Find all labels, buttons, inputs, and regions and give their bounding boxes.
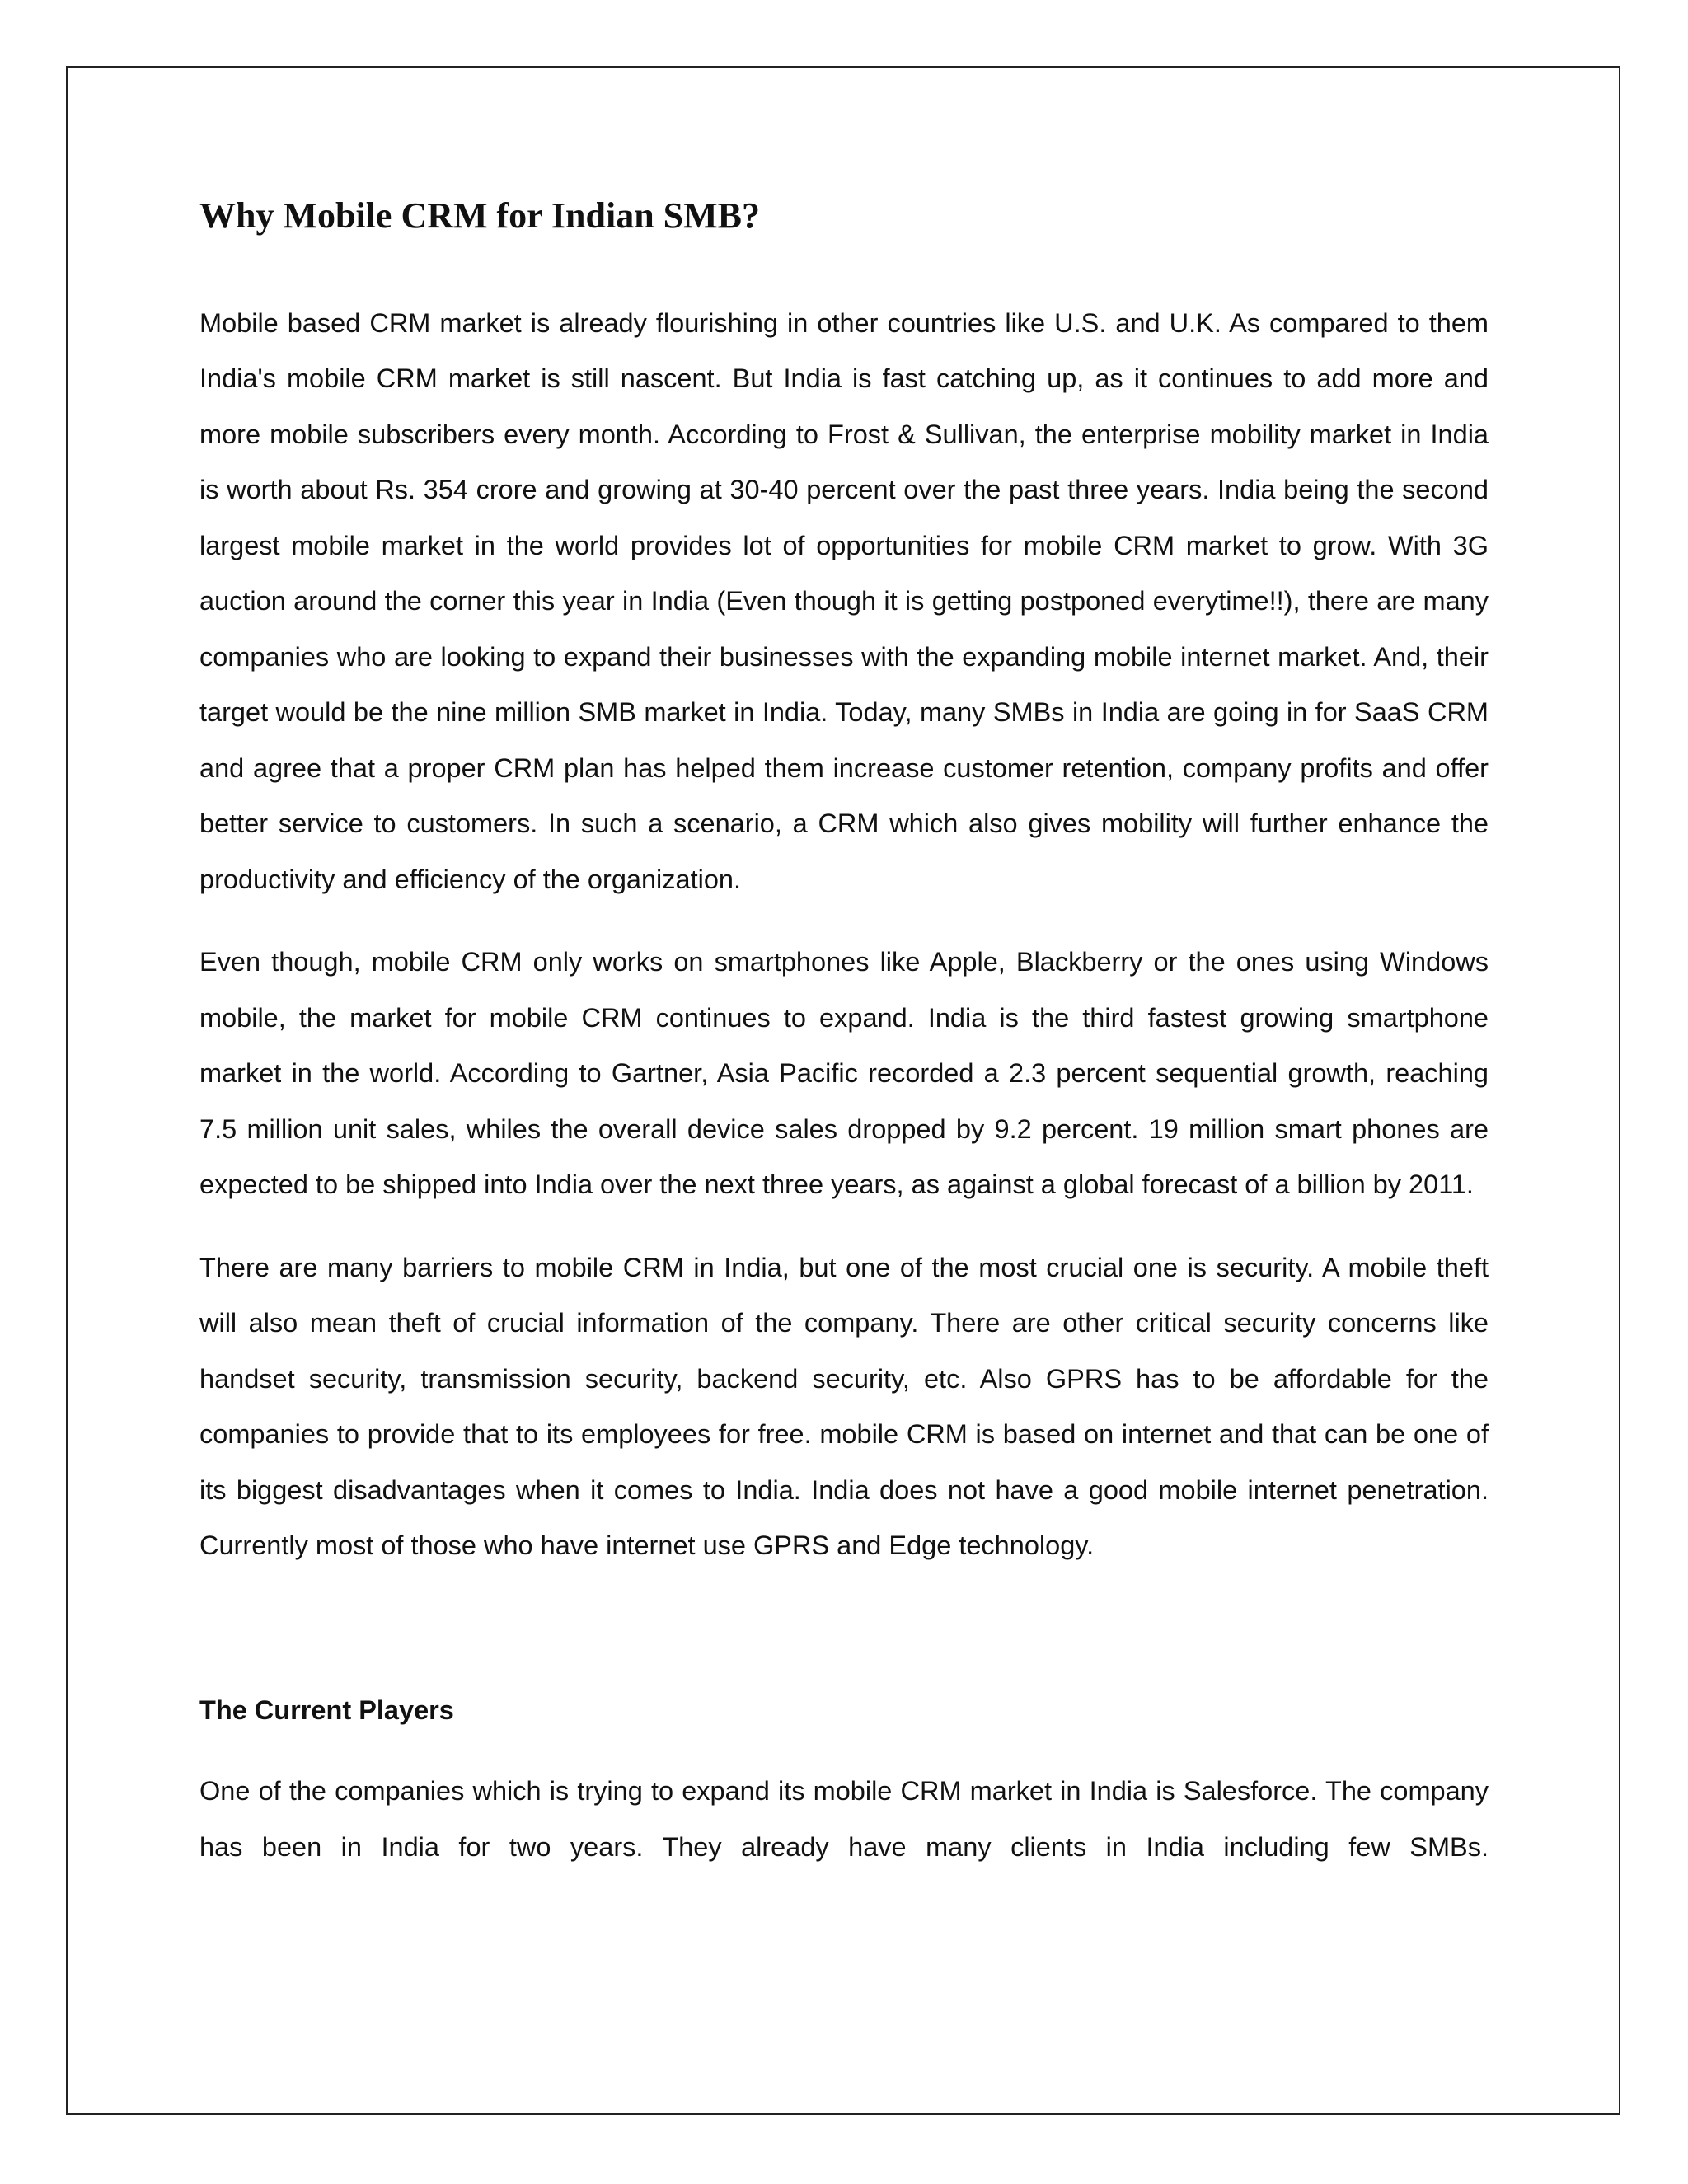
document-body xyxy=(199,194,1489,1902)
paragraph-current-players: One of the companies which is trying to expand its mobile CRM market in India is Salesforce. The company has been in India for two years. They already have many clients in India including few SMBs. xyxy=(199,1776,1489,1862)
paragraph-barriers: There are many barriers to mobile CRM in India, but one of the most crucial one is security. A mobile theft will also mean theft of crucial information of the company. There are other critical security concerns like handset security, transmission security, backend security, etc. Also GPRS has to be affordable for the companies to provide that to its employees for free. mobile CRM is based on internet and that can be one of its biggest disadvantages when it comes to India. India does not have a good mobile internet penetration. Currently most of those who have internet use GPRS and Edge technology. xyxy=(199,1252,1489,1561)
document-title: Why Mobile CRM for Indian SMB? xyxy=(199,195,761,236)
paragraph-market-overview: Mobile based CRM market is already flourishing in other countries like U.S. and U.K. As compared to them India's mobile CRM market is still nascent. But India is fast catching up, as it continues to add more and more mobile subscribers every month. According to Frost & Sullivan, the enterprise mobility market in India is worth about Rs. 354 crore and growing at 30-40 percent over the past three years. India being the second largest mobile market in the world provides lot of opportunities for mobile CRM market to grow. With 3G auction around the corner this year in India (Even though it is getting postponed everytime!!), there are many companies who are looking to expand their businesses with the expanding mobile internet market. And, their target would be the nine million SMB market in India. Today, many SMBs in India are going in for SaaS CRM and agree that a proper CRM plan has helped them increase customer retention, company profits and offer better service to customers. In such a scenario, a CRM which also gives mobility will further enhance the productivity and efficiency of the organization. xyxy=(199,307,1489,894)
section-heading-current-players: The Current Players xyxy=(199,1694,454,1725)
paragraph-smartphone-market: Even though, mobile CRM only works on smartphones like Apple, Blackberry or the ones using Windows mobile, the market for mobile CRM continues to expand. India is the third fastest growing smartphone market in the world. According to Gartner, Asia Pacific recorded a 2.3 percent sequential growth, reaching 7.5 million unit sales, whiles the overall device sales dropped by 9.2 percent. 19 million smart phones are expected to be shipped into India over the next three years, as against a global forecast of a billion by 2011. xyxy=(199,947,1489,1200)
